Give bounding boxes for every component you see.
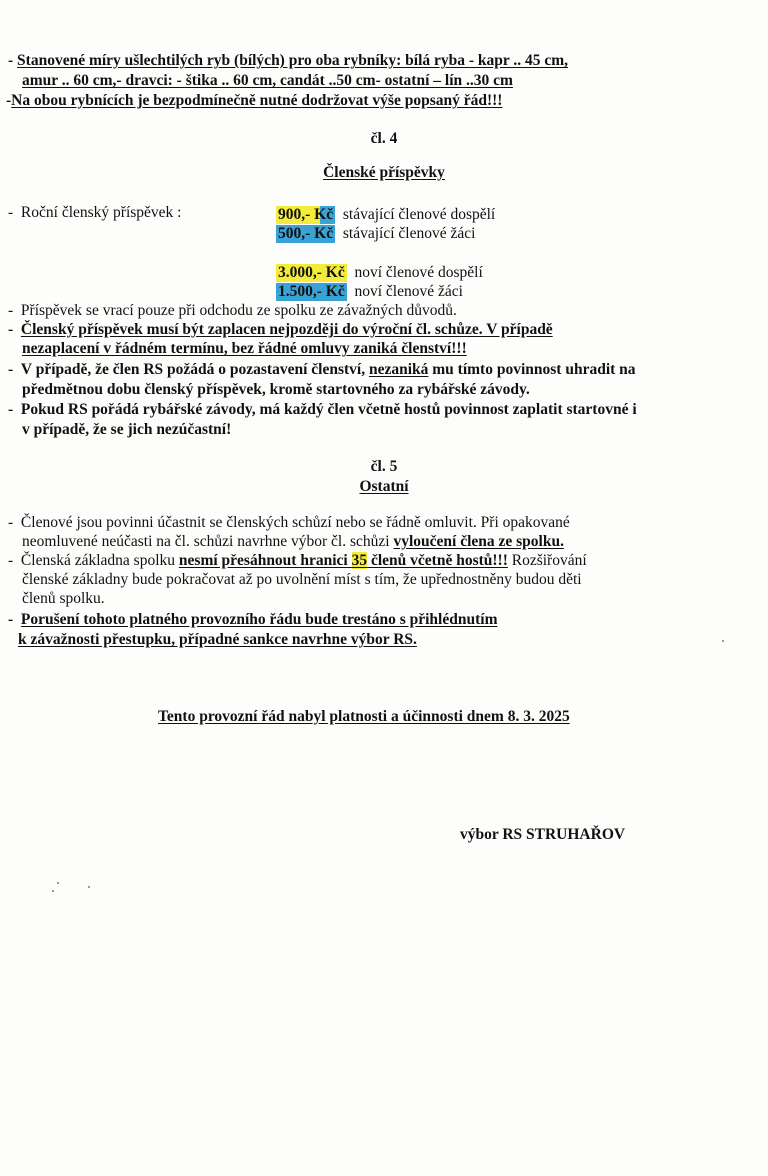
- fee-amount: 500,- Kč: [278, 225, 334, 242]
- fee-amount: 3.000,- Kč: [278, 264, 345, 281]
- suspension-text-underlined: nezaniká: [368, 361, 429, 378]
- violation-line-2: k závažnosti přestupku, případné sankce navrhne výbor RS.: [18, 631, 417, 648]
- race-fee-line-1: [8, 401, 637, 419]
- suspension-line-1: [8, 361, 636, 379]
- fee-row-1: [276, 206, 495, 224]
- validity-statement: Tento provozní řád nabyl platnosti a účinnosti dnem 8. 3. 2025: [158, 708, 570, 725]
- payment-line-2: nezaplacení v řádném termínu, bez řádné omluvy zaniká členství!!!: [22, 340, 467, 357]
- scan-speck: [88, 886, 90, 888]
- suspension-text-1a: V případě, že člen RS požádá o pozastavení členství,: [20, 361, 369, 378]
- payment-line-1: [8, 321, 553, 339]
- membership-limit-number: 35: [351, 552, 368, 569]
- rules-line: [6, 92, 502, 110]
- fee-desc: stávající členové žáci: [342, 225, 476, 242]
- bullet-dash: -: [8, 204, 14, 221]
- suspension-text-1b: mu tímto povinnost uhradit na: [428, 361, 636, 378]
- fish-sizes-line-2: amur .. 60 cm,- dravci: - štika .. 60 cm, candát ..50 cm- ostatní – lín ..30 cm: [22, 72, 513, 89]
- membership-limit-text: nesmí přesáhnout hranici: [178, 552, 352, 569]
- meetings-line-2: [22, 533, 564, 551]
- fee-row-3: [276, 264, 483, 282]
- section-5-heading: čl. 5: [370, 458, 398, 475]
- meetings-text-2: neomluvené neúčasti na čl. schůzi navrhne výbor čl. schůzi: [22, 533, 394, 550]
- bullet-dash: -: [8, 552, 14, 569]
- scan-speck: [57, 882, 59, 884]
- scan-speck: [722, 640, 724, 642]
- fee-amount: 1.500,- Kč: [278, 283, 345, 300]
- membership-line-1: [8, 552, 587, 570]
- fee-desc: noví členové dospělí: [354, 264, 483, 281]
- membership-line-2: členské základny bude pokračovat až po uvolnění míst s tím, že upřednostněny budou děti: [22, 571, 582, 588]
- fee-row-4: [276, 283, 463, 301]
- violation-text-1: Porušení tohoto platného provozního řádu bude trestáno s přihlédnutím: [20, 611, 498, 628]
- bullet-dash: -: [8, 302, 14, 319]
- race-fee-text-1: Pokud RS pořádá rybářské závody, má každý člen včetně hostů povinnost zaplatit startovné i: [20, 401, 637, 418]
- section-5-title: Ostatní: [359, 478, 409, 495]
- section-4-heading: čl. 4: [370, 130, 398, 147]
- scan-speck: [52, 890, 54, 892]
- fee-label-text: Roční členský příspěvek :: [20, 204, 182, 221]
- membership-line-3: členů spolku.: [22, 590, 105, 607]
- membership-text-2: Rozšiřování: [507, 552, 587, 569]
- section-4-title: Členské příspěvky: [323, 164, 445, 181]
- fee-row-2: [276, 225, 475, 243]
- violation-line-1: [8, 611, 497, 629]
- signature: výbor RS STRUHAŘOV: [460, 826, 626, 843]
- expulsion-text: vyloučení člena ze spolku.: [393, 533, 564, 550]
- refund-line: [8, 302, 457, 320]
- bullet-dash: -: [8, 514, 14, 531]
- fish-sizes-line-1: [8, 52, 568, 70]
- fee-desc: stávající členové dospělí: [342, 206, 496, 223]
- rules-text: Na obou rybnících je bezpodmínečně nutné dodržovat výše popsaný řád!!!: [11, 92, 503, 109]
- bullet-dash: -: [8, 401, 14, 418]
- bullet-dash: -: [8, 52, 14, 69]
- bullet-dash: -: [8, 361, 14, 378]
- bullet-dash: -: [8, 321, 14, 338]
- refund-text: Příspěvek se vrací pouze při odchodu ze spolku ze závažných důvodů.: [20, 302, 457, 319]
- fee-desc: noví členové žáci: [354, 283, 463, 300]
- meetings-line-1: [8, 514, 570, 532]
- membership-text-1: Členská základna spolku: [20, 552, 179, 569]
- suspension-line-2: předmětnou dobu členský příspěvek, kromě startovného za rybářské závody.: [22, 381, 530, 398]
- bullet-dash: -: [6, 92, 12, 109]
- race-fee-line-2: v případě, že se jich nezúčastní!: [22, 421, 232, 438]
- meetings-text-1: Členové jsou povinni účastnit se členských schůzí nebo se řádně omluvit. Při opakované: [20, 514, 570, 531]
- fee-label: [8, 204, 182, 222]
- fee-amount: 900,- Kč: [278, 206, 334, 223]
- payment-text-1: Členský příspěvek musí být zaplacen nejpozději do výroční čl. schůze. V případě: [20, 321, 553, 338]
- membership-limit-text-2: členů včetně hostů!!!: [367, 552, 508, 569]
- fish-sizes-text-1: Stanovené míry ušlechtilých ryb (bílých) pro oba rybníky: bílá ryba - kapr .. 45 cm,: [17, 52, 569, 69]
- bullet-dash: -: [8, 611, 14, 628]
